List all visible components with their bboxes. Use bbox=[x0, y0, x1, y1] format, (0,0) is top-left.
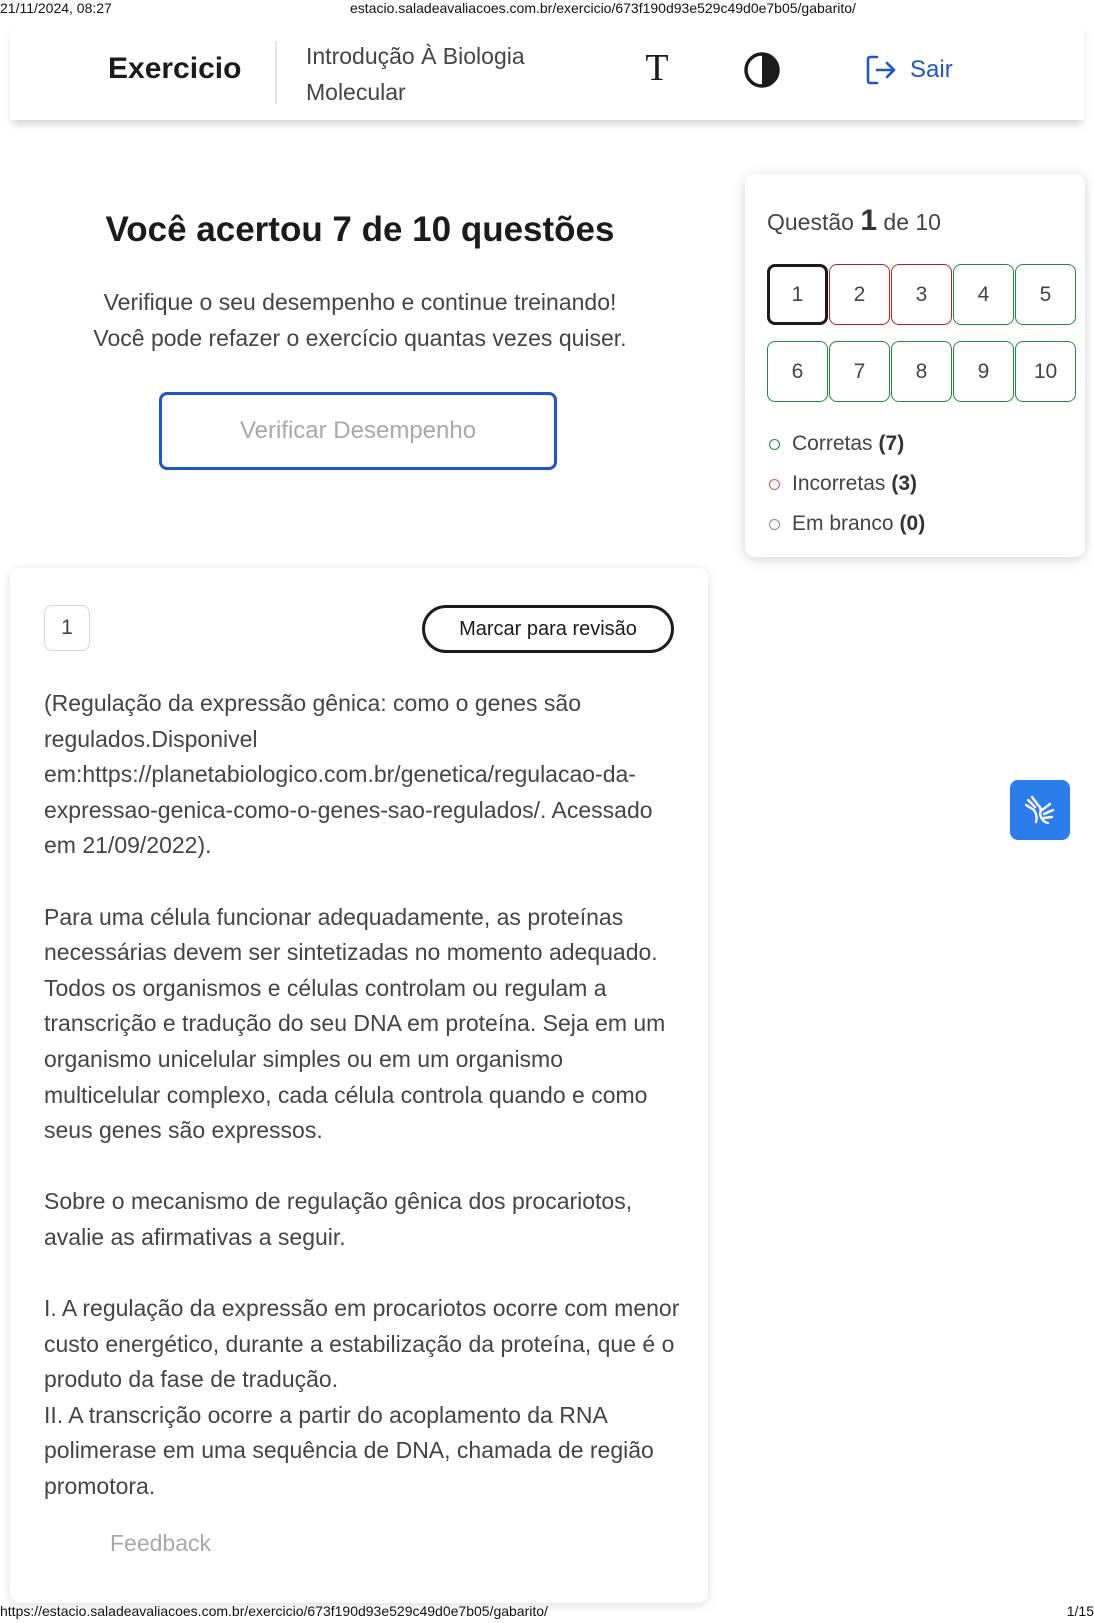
question-navigator bbox=[745, 174, 1085, 557]
print-header-url: estacio.saladeavaliacoes.com.br/exercicio/673f190d93e529c49d0e7b05/gabarito/ bbox=[350, 0, 856, 16]
question-nav-button-2[interactable]: 2 bbox=[829, 264, 890, 325]
question-text bbox=[44, 686, 684, 1538]
result-title: Você acertou 7 de 10 questões bbox=[105, 210, 615, 249]
question-card bbox=[10, 568, 708, 1603]
question-nav-button-9[interactable]: 9 bbox=[953, 341, 1014, 402]
mark-for-review-button[interactable]: Marcar para revisão bbox=[422, 605, 674, 653]
contrast-icon bbox=[742, 50, 782, 90]
legend-blank-count: (0) bbox=[899, 512, 926, 535]
legend-incorrect bbox=[769, 464, 925, 504]
feedback-toggle[interactable]: Feedback bbox=[110, 1530, 212, 1556]
result-subtitle-line-1: Verifique o seu desempenho e continue treinando! bbox=[103, 289, 617, 315]
legend-correct-label: Corretas bbox=[792, 432, 873, 455]
question-number-badge: 1 bbox=[44, 605, 90, 651]
question-paragraph: Sobre o mecanismo de regulação gênica dos procariotos, avalie as afirmativas a seguir. bbox=[44, 1188, 633, 1250]
navigator-current-number: 1 bbox=[860, 204, 878, 237]
verify-performance-button[interactable]: Verificar Desempenho bbox=[159, 392, 557, 470]
print-footer-url: https://estacio.saladeavaliacoes.com.br/exercicio/673f190d93e529c49d0e7b05/gabarito/ bbox=[0, 1603, 548, 1619]
question-nav-button-5[interactable]: 5 bbox=[1015, 264, 1076, 325]
logout-icon bbox=[864, 53, 898, 87]
contrast-button[interactable] bbox=[742, 50, 782, 90]
question-paragraph: (Regulação da expressão gênica: como o genes são regulados.Disponivel em:https://planetabiologico.com.br/genetica/regulacao-da-expressao-genica-como-o-genes-sao-regulados/. Acessado em 21/09/2022). bbox=[44, 690, 653, 859]
status-legend bbox=[769, 424, 925, 544]
question-paragraph: II. A transcrição ocorre a partir do acoplamento da RNA polimerase em uma sequência de DNA, chamada de região promotora. bbox=[44, 1401, 654, 1500]
print-datetime: 21/11/2024, 08:27 bbox=[0, 0, 112, 16]
legend-correct-count: (7) bbox=[878, 432, 905, 455]
blank-dot-icon bbox=[769, 519, 780, 530]
libras-accessibility-button[interactable] bbox=[1010, 780, 1070, 840]
legend-blank-label: Em branco bbox=[792, 512, 894, 535]
legend-incorrect-count: (3) bbox=[891, 472, 918, 495]
print-header bbox=[0, 0, 1094, 18]
top-bar bbox=[10, 24, 1084, 120]
navigator-title bbox=[767, 204, 941, 238]
result-subtitle-line-2: Você pode refazer o exercício quantas vezes quiser. bbox=[93, 325, 627, 351]
logout-label: Sair bbox=[910, 56, 953, 83]
question-paragraph: Para uma célula funcionar adequadamente, as proteínas necessárias devem ser sintetizadas no momento adequado. Todos os organismos e células controlam ou regulam a transcrição e tradução do seu DNA em proteína. Seja em um organismo unicelular simples ou em um organismo multicelular complexo, cada célula controla quando e como seus genes são expressos. bbox=[44, 903, 666, 1144]
brand-title: Exercicio bbox=[108, 52, 242, 85]
header-divider bbox=[275, 41, 277, 104]
correct-dot-icon bbox=[769, 439, 780, 450]
question-nav-button-7[interactable]: 7 bbox=[829, 341, 890, 402]
navigator-title-suffix: de 10 bbox=[883, 209, 941, 235]
question-nav-button-10[interactable]: 10 bbox=[1015, 341, 1076, 402]
legend-correct bbox=[769, 424, 925, 464]
font-size-button[interactable] bbox=[635, 46, 679, 90]
font-size-icon: T bbox=[645, 47, 669, 89]
navigator-title-prefix: Questão bbox=[767, 209, 854, 235]
incorrect-dot-icon bbox=[769, 479, 780, 490]
result-subtitle bbox=[10, 284, 710, 356]
sign-language-hands-icon bbox=[1020, 790, 1060, 830]
question-nav-button-8[interactable]: 8 bbox=[891, 341, 952, 402]
question-paragraph: I. A regulação da expressão em procariotos ocorre com menor custo energético, durante a estabilização da proteína, que é o produto da fase de tradução. bbox=[44, 1295, 680, 1393]
legend-blank bbox=[769, 504, 925, 544]
print-page-indicator: 1/15 bbox=[1066, 1603, 1094, 1619]
print-footer bbox=[0, 1603, 1094, 1623]
question-nav-button-4[interactable]: 4 bbox=[953, 264, 1014, 325]
logout-button[interactable] bbox=[864, 50, 953, 90]
question-nav-button-3[interactable]: 3 bbox=[891, 264, 952, 325]
course-title: Introdução À Biologia Molecular bbox=[306, 43, 525, 105]
legend-incorrect-label: Incorretas bbox=[792, 472, 886, 495]
question-nav-button-1[interactable]: 1 bbox=[767, 264, 828, 325]
question-nav-button-6[interactable]: 6 bbox=[767, 341, 828, 402]
